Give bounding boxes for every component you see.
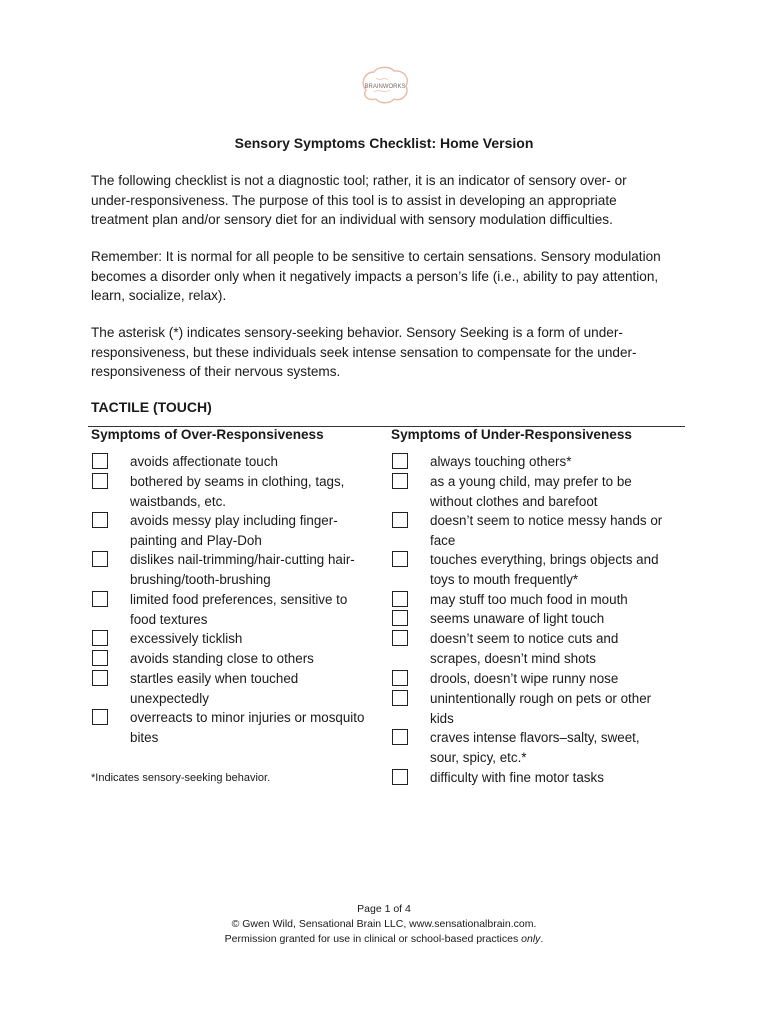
item-text: craves intense flavors–salty, sweet, sour, spicy, etc.* [430, 730, 640, 765]
footnote: *Indicates sensory-seeking behavior. [91, 772, 271, 784]
intro-paragraph [91, 171, 681, 230]
text-line: treatment plan and/or sensory diet for an individual with sensory modulation difficulties. [91, 212, 613, 227]
item-text: doesn’t seem to notice messy hands or face [430, 513, 663, 548]
text-line: responsiveness of their nervous systems. [91, 364, 341, 379]
item-text: avoids standing close to others [130, 651, 314, 666]
over-responsiveness-heading: Symptoms of Over-Responsiveness [91, 427, 324, 442]
item-text: bothered by seams in clothing, tags, waistbands, etc. [130, 474, 345, 509]
checkbox[interactable] [392, 729, 408, 745]
text-line: becomes a disorder only when it negatively impacts a person’s life (i.e., ability to pay attention, [91, 268, 659, 284]
under-responsiveness-heading: Symptoms of Under-Responsiveness [391, 427, 632, 442]
item-text: difficulty with fine motor tasks [430, 770, 604, 785]
checkbox[interactable] [92, 473, 108, 489]
text-line: learn, socialize, relax). [91, 288, 227, 303]
item-text: touches everything, brings objects and toys to mouth frequently* [430, 552, 659, 587]
checkbox[interactable] [92, 512, 108, 528]
text-line: The following checklist is not a diagnostic tool; rather, it is an indicator of sensory over- or [91, 173, 627, 188]
text-line: under-responsiveness. The purpose of this tool is to assist in developing an appropriate [91, 192, 617, 208]
checkbox[interactable] [92, 709, 108, 725]
page-title: Sensory Symptoms Checklist: Home Version [234, 135, 534, 151]
checkbox[interactable] [392, 591, 408, 607]
checkbox[interactable] [392, 630, 408, 646]
item-text: dislikes nail-trimming/hair-cutting hair- brushing/tooth-brushing [130, 552, 355, 587]
item-text: avoids affectionate touch [130, 454, 278, 469]
checkbox[interactable] [392, 551, 408, 567]
checkbox[interactable] [392, 769, 408, 785]
checkbox[interactable] [92, 630, 108, 646]
item-text: excessively ticklish [130, 631, 243, 646]
brainworks-logo [356, 64, 414, 106]
checkbox[interactable] [392, 610, 408, 626]
checkbox[interactable] [392, 690, 408, 706]
item-text: seems unaware of light touch [430, 611, 605, 626]
text-line: responsiveness, but these individuals seek intense sensation to compensate for the under- [91, 344, 637, 360]
page-number: Page 1 of 4 [357, 903, 411, 915]
item-text: may stuff too much food in mouth [430, 592, 628, 607]
checkbox[interactable] [392, 670, 408, 686]
section-title: TACTILE (TOUCH) [91, 399, 212, 415]
item-text: as a young child, may prefer to be without clothes and barefoot [430, 474, 632, 509]
item-text: overreacts to minor injuries or mosquito bites [130, 710, 365, 745]
checkbox[interactable] [92, 650, 108, 666]
item-text: unintentionally rough on pets or other kids [430, 691, 652, 726]
reminder-paragraph [91, 247, 681, 306]
checkbox[interactable] [392, 453, 408, 469]
checkbox[interactable] [92, 670, 108, 686]
item-text: doesn’t seem to notice cuts and scrapes, doesn’t mind shots [430, 631, 619, 666]
checkbox[interactable] [92, 453, 108, 469]
item-text: startles easily when touched unexpectedly [130, 671, 299, 706]
permission-line: Permission granted for use in clinical or school-based practices only. [224, 933, 544, 945]
item-text: avoids messy play including finger- painting and Play-Doh [130, 513, 338, 548]
checkbox[interactable] [92, 551, 108, 567]
item-text: limited food preferences, sensitive to food textures [130, 592, 348, 627]
asterisk-paragraph [91, 323, 681, 382]
text-line: Remember: It is normal for all people to be sensitive to certain sensations. Sensory modulation [91, 249, 661, 264]
copyright-line: © Gwen Wild, Sensational Brain LLC, www.sensationalbrain.com. [231, 918, 537, 930]
checkbox[interactable] [392, 512, 408, 528]
item-text: drools, doesn’t wipe runny nose [430, 671, 619, 686]
logo-text: BRAINWORKS [364, 84, 406, 90]
checkbox[interactable] [392, 473, 408, 489]
checkbox[interactable] [92, 591, 108, 607]
text-line: The asterisk (*) indicates sensory-seeking behavior. Sensory Seeking is a form of under- [91, 325, 623, 340]
item-text: always touching others* [430, 454, 572, 469]
